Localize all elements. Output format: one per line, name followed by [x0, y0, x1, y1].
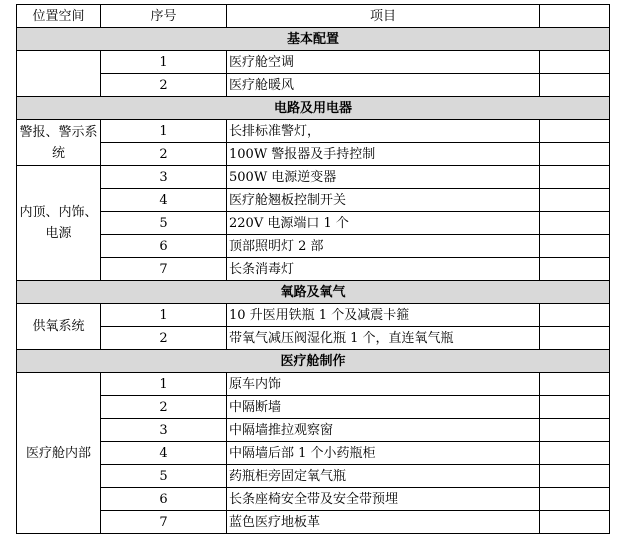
extra-cell	[540, 419, 610, 442]
seq-cell: 4	[101, 442, 227, 465]
section-title: 医疗舱制作	[17, 350, 610, 373]
location-cell: 医疗舱内部	[17, 373, 101, 534]
item-cell: 蓝色医疗地板革	[227, 511, 540, 534]
table-row	[17, 120, 610, 143]
table-row	[17, 235, 610, 258]
section-header-row	[17, 97, 610, 120]
table-row	[17, 327, 610, 350]
section-title: 氧路及氧气	[17, 281, 610, 304]
extra-cell	[540, 327, 610, 350]
location-cell	[17, 51, 101, 97]
seq-cell: 4	[101, 189, 227, 212]
seq-cell: 2	[101, 327, 227, 350]
table-header-row	[17, 5, 610, 28]
section-title: 基本配置	[17, 28, 610, 51]
table-row	[17, 442, 610, 465]
extra-cell	[540, 143, 610, 166]
location-cell: 内顶、内饰、电源	[17, 166, 101, 281]
extra-cell	[540, 258, 610, 281]
item-cell: 中隔墙推拉观察窗	[227, 419, 540, 442]
item-cell: 100W 警报器及手持控制	[227, 143, 540, 166]
item-cell: 医疗舱翘板控制开关	[227, 189, 540, 212]
item-cell: 500W 电源逆变器	[227, 166, 540, 189]
extra-cell	[540, 120, 610, 143]
extra-cell	[540, 212, 610, 235]
item-cell: 中隔墙后部 1 个小药瓶柜	[227, 442, 540, 465]
table-row	[17, 488, 610, 511]
item-cell: 220V 电源端口 1 个	[227, 212, 540, 235]
seq-cell: 2	[101, 74, 227, 97]
item-cell: 医疗舱暖风	[227, 74, 540, 97]
item-cell: 药瓶柜旁固定氧气瓶	[227, 465, 540, 488]
table-body	[17, 28, 610, 534]
seq-cell: 1	[101, 373, 227, 396]
section-title: 电路及用电器	[17, 97, 610, 120]
seq-cell: 5	[101, 465, 227, 488]
header-seq: 序号	[101, 5, 227, 28]
seq-cell: 2	[101, 396, 227, 419]
seq-cell: 2	[101, 143, 227, 166]
seq-cell: 1	[101, 51, 227, 74]
extra-cell	[540, 74, 610, 97]
table-row	[17, 51, 610, 74]
seq-cell: 6	[101, 235, 227, 258]
table-row	[17, 212, 610, 235]
table-row	[17, 419, 610, 442]
seq-cell: 7	[101, 511, 227, 534]
table-row	[17, 511, 610, 534]
table-row	[17, 166, 610, 189]
extra-cell	[540, 189, 610, 212]
section-header-row	[17, 350, 610, 373]
table-row	[17, 465, 610, 488]
config-table-wrapper	[16, 4, 610, 534]
seq-cell: 1	[101, 304, 227, 327]
item-cell: 10 升医用铁瓶 1 个及减震卡箍	[227, 304, 540, 327]
item-cell: 中隔断墙	[227, 396, 540, 419]
item-cell: 顶部照明灯 2 部	[227, 235, 540, 258]
section-header-row	[17, 28, 610, 51]
item-cell: 长条消毒灯	[227, 258, 540, 281]
item-cell: 医疗舱空调	[227, 51, 540, 74]
extra-cell	[540, 442, 610, 465]
extra-cell	[540, 511, 610, 534]
seq-cell: 5	[101, 212, 227, 235]
table-row	[17, 189, 610, 212]
extra-cell	[540, 488, 610, 511]
item-cell: 长排标准警灯，	[227, 120, 540, 143]
extra-cell	[540, 373, 610, 396]
seq-cell: 3	[101, 166, 227, 189]
location-cell: 供氧系统	[17, 304, 101, 350]
section-header-row	[17, 281, 610, 304]
extra-cell	[540, 235, 610, 258]
table-row	[17, 74, 610, 97]
seq-cell: 6	[101, 488, 227, 511]
header-location: 位置空间	[17, 5, 101, 28]
table-row	[17, 373, 610, 396]
table-row	[17, 304, 610, 327]
header-extra	[540, 5, 610, 28]
table-row	[17, 396, 610, 419]
extra-cell	[540, 166, 610, 189]
header-item: 项目	[227, 5, 540, 28]
seq-cell: 3	[101, 419, 227, 442]
table-row	[17, 143, 610, 166]
configuration-table	[16, 4, 610, 534]
item-cell: 带氧气减压阀湿化瓶 1 个，直连氧气瓶	[227, 327, 540, 350]
extra-cell	[540, 396, 610, 419]
seq-cell: 7	[101, 258, 227, 281]
table-row	[17, 258, 610, 281]
location-cell: 警报、警示系统	[17, 120, 101, 166]
extra-cell	[540, 465, 610, 488]
seq-cell: 1	[101, 120, 227, 143]
extra-cell	[540, 51, 610, 74]
item-cell: 原车内饰	[227, 373, 540, 396]
extra-cell	[540, 304, 610, 327]
item-cell: 长条座椅安全带及安全带预埋	[227, 488, 540, 511]
